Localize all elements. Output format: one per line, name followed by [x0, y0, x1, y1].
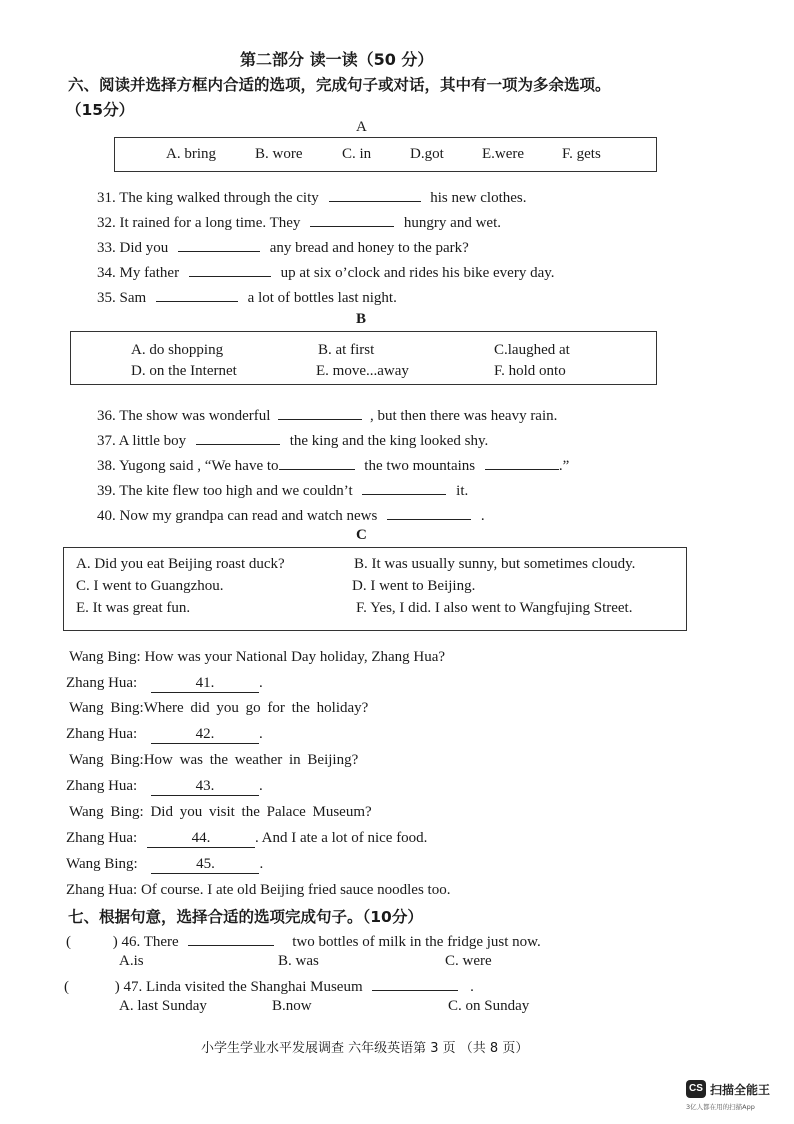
dialogue-line: Wang Bing: How was your National Day holiday, Zhang Hua? — [69, 649, 446, 665]
dialogue-line: Zhang Hua: 43. . — [66, 778, 263, 794]
scanner-watermark — [686, 1080, 786, 1116]
box-b-option: A. do shopping — [131, 342, 224, 358]
dialogue-line: Wang Bing:Where did you go for the holiday? — [69, 700, 369, 716]
box-c-option: F. Yes, I did. I also went to Wangfujing Street. — [356, 600, 633, 616]
question-32: 32. It rained for a long time. They hungry and wet. — [97, 212, 501, 232]
dialogue-line: Wang Bing: Did you visit the Palace Museum? — [69, 804, 372, 820]
box-c-option: C. I went to Guangzhou. — [76, 578, 224, 594]
answer-blank[interactable] — [279, 455, 355, 470]
question-35: 35. Sam a lot of bottles last night. — [97, 287, 397, 307]
box-c-option: A. Did you eat Beijing roast duck? — [76, 556, 285, 572]
box-b-label: B — [356, 311, 367, 327]
question-33: 33. Did you any bread and honey to the park? — [97, 237, 469, 257]
question-46: ( ) 46. There two bottles of milk in the fridge just now. — [66, 931, 541, 951]
answer-blank[interactable]: 41. — [151, 675, 259, 693]
question-38: 38. Yugong said , “We have to the two mountains .” — [97, 455, 569, 475]
answer-blank[interactable] — [362, 480, 446, 495]
question-47-option[interactable]: B.now — [272, 998, 312, 1014]
answer-blank[interactable] — [372, 976, 458, 991]
dialogue-line: Zhang Hua: 41. . — [66, 675, 263, 691]
box-c-option: E. It was great fun. — [76, 600, 191, 616]
answer-blank[interactable] — [156, 287, 238, 302]
question-46-option[interactable]: C. were — [445, 953, 492, 969]
question-39: 39. The kite flew too high and we couldn’t it. — [97, 480, 468, 500]
box-a-option: F. gets — [562, 146, 601, 162]
box-b-option: C.laughed at — [494, 342, 570, 358]
page-footer: 小学生学业水平发展调查 六年级英语第 3 页 （共 8 页） — [201, 1041, 529, 1056]
question-40: 40. Now my grandpa can read and watch news . — [97, 505, 485, 525]
box-a-option: B. wore — [255, 146, 303, 162]
box-a-label: A — [356, 119, 367, 135]
dialogue-line: Zhang Hua: 44. . And I ate a lot of nice food. — [66, 830, 428, 846]
answer-blank[interactable] — [310, 212, 394, 227]
answer-blank[interactable]: 43. — [151, 778, 259, 796]
box-b-option: F. hold onto — [494, 363, 566, 379]
question-46-option[interactable]: B. was — [278, 953, 319, 969]
answer-blank[interactable]: 44. — [147, 830, 255, 848]
box-b-option: B. at first — [318, 342, 375, 358]
question-37: 37. A little boy the king and the king looked shy. — [97, 430, 488, 450]
dialogue-line: Wang Bing:How was the weather in Beijing? — [69, 752, 359, 768]
watermark-name: 扫描全能王 — [710, 1083, 771, 1097]
part-title: 第二部分 读一读（50 分） — [240, 50, 434, 69]
question-34: 34. My father up at six o’clock and rides his bike every day. — [97, 262, 555, 282]
question-47-option[interactable]: C. on Sunday — [448, 998, 530, 1014]
answer-blank[interactable]: 42. — [151, 726, 259, 744]
box-a-option: A. bring — [166, 146, 216, 162]
answer-blank[interactable] — [278, 405, 362, 420]
dialogue-line: Zhang Hua: 42. . — [66, 726, 263, 742]
section6-score: （15分） — [66, 101, 135, 119]
question-31: 31. The king walked through the city his new clothes. — [97, 187, 527, 207]
box-c-label: C — [356, 527, 367, 543]
answer-blank[interactable] — [329, 187, 421, 202]
box-b-option: E. move...away — [316, 363, 409, 379]
box-a-option: E.were — [482, 146, 525, 162]
cs-logo-icon: CS — [686, 1080, 706, 1098]
question-36: 36. The show was wonderful , but then there was heavy rain. — [97, 405, 557, 425]
question-47-option[interactable]: A. last Sunday — [119, 998, 207, 1014]
answer-blank[interactable] — [485, 455, 559, 470]
box-c-option: D. I went to Beijing. — [352, 578, 476, 594]
answer-blank[interactable] — [188, 931, 274, 946]
question-47: ( ) 47. Linda visited the Shanghai Museum . — [64, 976, 474, 996]
box-a-option: D.got — [410, 146, 444, 162]
answer-blank[interactable] — [387, 505, 471, 520]
dialogue-line: Zhang Hua: Of course. I ate old Beijing fried sauce noodles too. — [66, 882, 451, 898]
answer-blank[interactable] — [189, 262, 271, 277]
question-46-option[interactable]: A.is — [119, 953, 144, 969]
box-c-option: B. It was usually sunny, but sometimes cloudy. — [354, 556, 636, 572]
box-b-option: D. on the Internet — [131, 363, 237, 379]
section7-title: 七、根据句意，选择合适的选项完成句子。（10分） — [68, 908, 423, 926]
box-a-option: C. in — [342, 146, 372, 162]
answer-blank[interactable] — [196, 430, 280, 445]
section6-title: 六、阅读并选择方框内合适的选项，完成句子或对话，其中有一项为多余选项。 — [68, 76, 611, 94]
dialogue-line: Wang Bing: 45. . — [66, 856, 264, 872]
answer-blank[interactable]: 45. — [151, 856, 259, 874]
answer-blank[interactable] — [178, 237, 260, 252]
watermark-tagline: 3亿人都在用的扫描App — [686, 1103, 755, 1111]
